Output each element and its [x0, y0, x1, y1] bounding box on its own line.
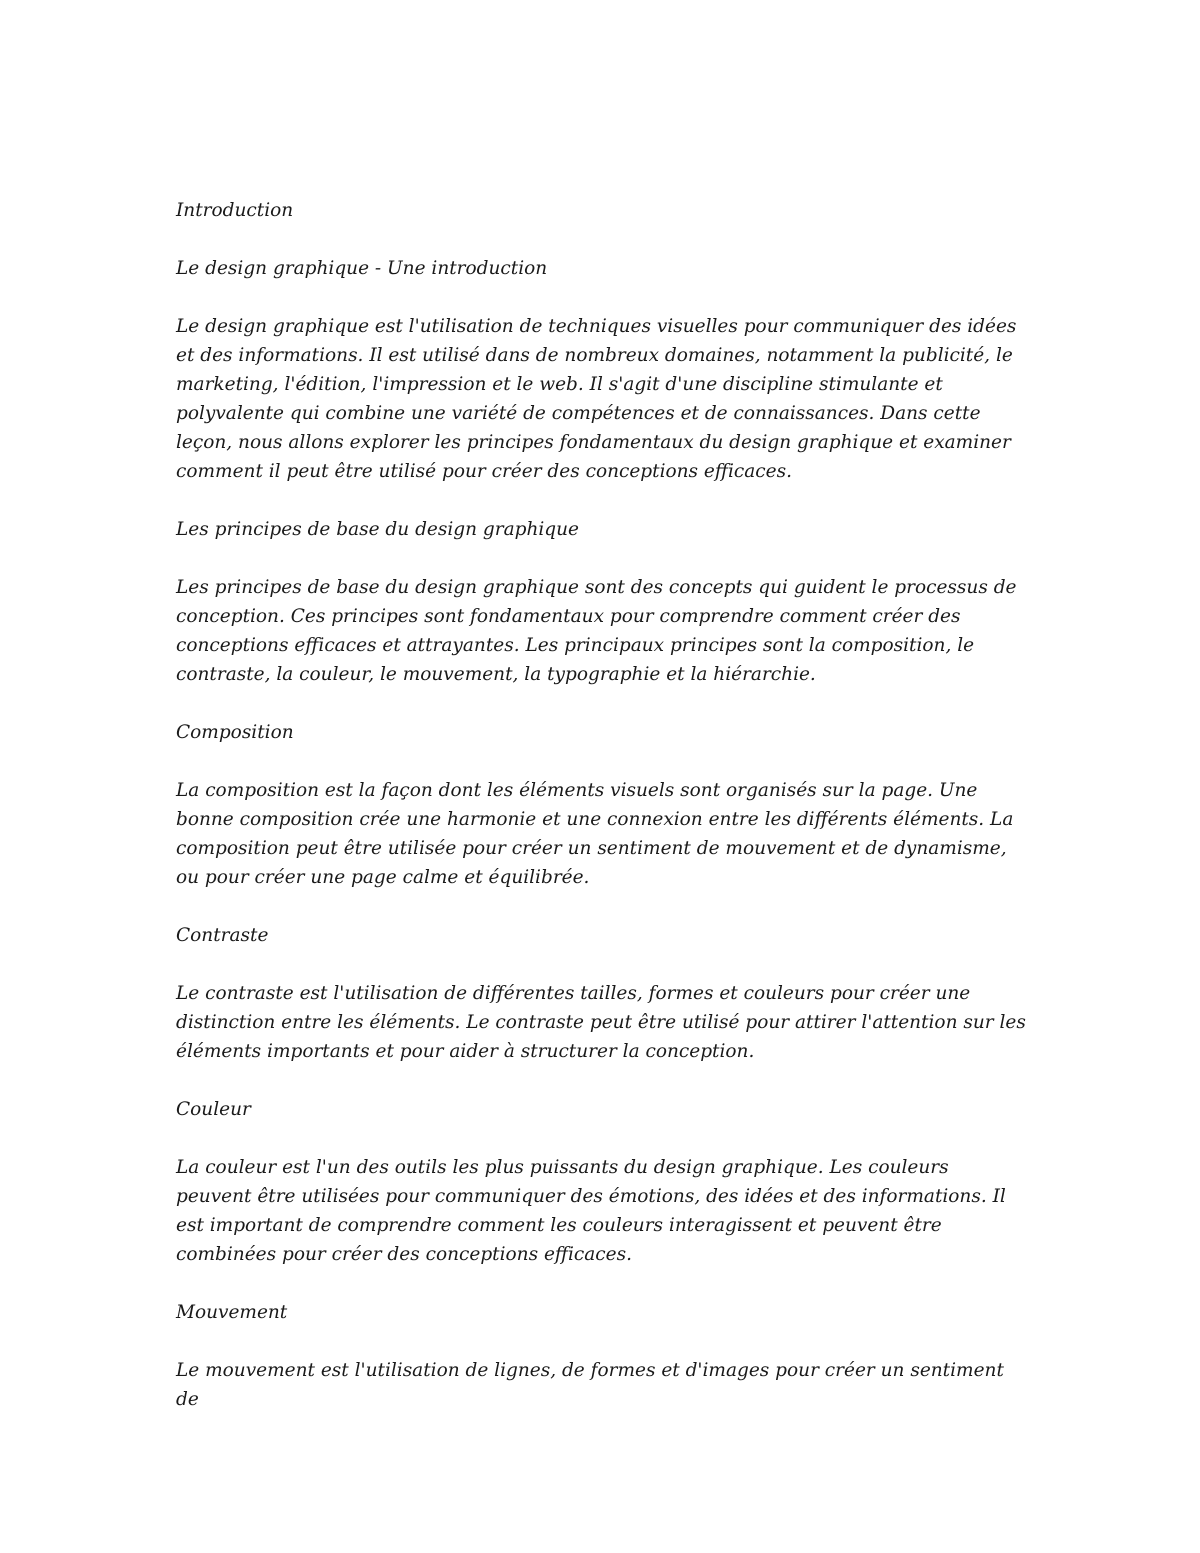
section-heading-composition: Composition — [176, 722, 294, 743]
document-body — [176, 196, 1028, 1443]
section-heading-color: Couleur — [176, 1099, 251, 1120]
section-paragraph-movement: Le mouvement est l'utilisation de lignes, de formes et d'images pour créer un sentiment de — [176, 1360, 1004, 1410]
section-heading-intro: Le design graphique - Une introduction — [176, 258, 548, 279]
section-paragraph-principles: Les principes de base du design graphique sont des concepts qui guident le processus de conception. Ces principes sont fondamentaux pour comprendre comment créer des conceptions efficaces et attrayantes. Les principaux principes sont la composition, le contraste, la couleur, le mouvement, la typographie et la hiérarchie. — [176, 577, 1017, 685]
section-heading-principles: Les principes de base du design graphique — [176, 519, 580, 540]
section-paragraph-contrast: Le contraste est l'utilisation de différentes tailles, formes et couleurs pour créer une distinction entre les éléments. Le contraste peut être utilisé pour attirer l'attention sur les éléments importants et pour aider à structurer la conception. — [176, 983, 1026, 1062]
document-title: Introduction — [176, 200, 294, 221]
section-paragraph-composition: La composition est la façon dont les éléments visuels sont organisés sur la page. Une bonne composition crée une harmonie et une connexion entre les différents éléments. La composition peut être utilisée pour créer un sentiment de mouvement et de dynamisme, ou pour créer une page calme et équilibrée. — [176, 780, 1014, 888]
section-heading-contrast: Contraste — [176, 925, 269, 946]
section-heading-movement: Mouvement — [176, 1302, 288, 1323]
section-paragraph-intro: Le design graphique est l'utilisation de techniques visuelles pour communiquer des idées et des informations. Il est utilisé dans de nombreux domaines, notamment la publicité, le marketing, l'édition, l'impression et le web. Il s'agit d'une discipline stimulante et polyvalente qui combine une variété de compétences et de connaissances. Dans cette leçon, nous allons explorer les principes fondamentaux du design graphique et examiner comment il peut être utilisé pour créer des conceptions efficaces. — [176, 316, 1017, 482]
section-paragraph-color: La couleur est l'un des outils les plus puissants du design graphique. Les couleurs peuvent être utilisées pour communiquer des émotions, des idées et des informations. Il est important de comprendre comment les couleurs interagissent et peuvent être combinées pour créer des conceptions efficaces. — [176, 1157, 1006, 1265]
